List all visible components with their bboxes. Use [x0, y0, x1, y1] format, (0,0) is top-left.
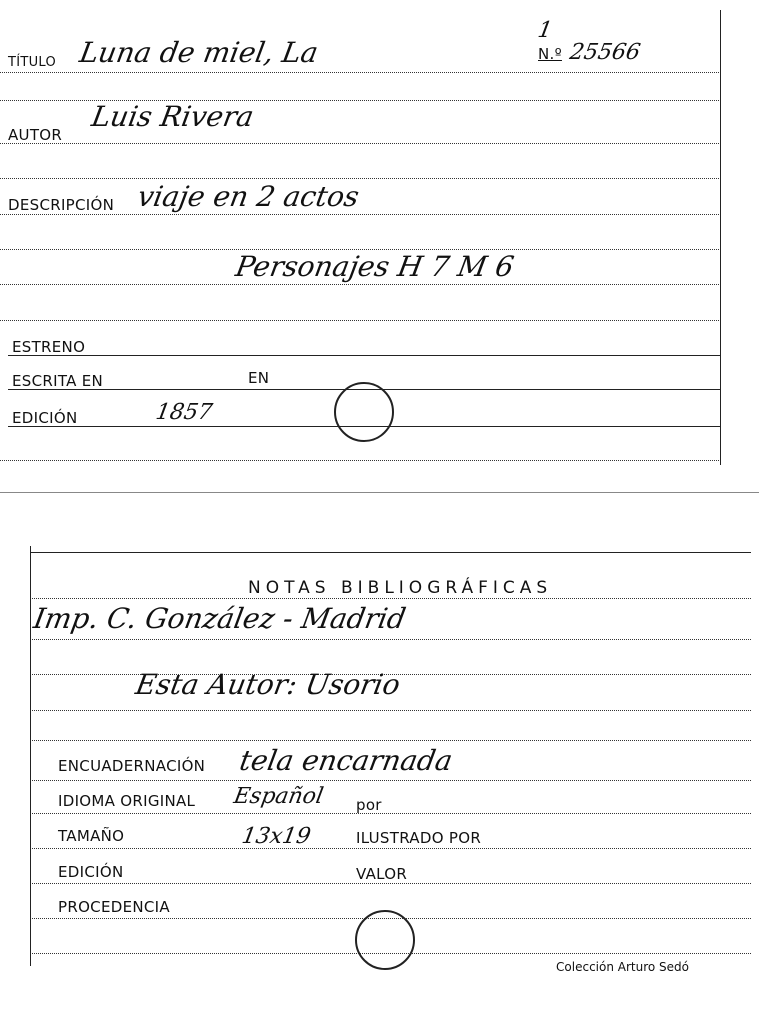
line	[30, 813, 751, 814]
line	[0, 460, 721, 461]
descripcion-value: viaje en 2 actos	[135, 180, 362, 213]
line	[8, 355, 721, 356]
line	[30, 848, 751, 849]
descripcion-label: DESCRIPCIÓN	[8, 196, 115, 214]
line	[30, 780, 751, 781]
scan-divider	[0, 492, 759, 493]
numero-value: 25566	[567, 40, 643, 65]
card-edge	[30, 546, 31, 966]
valor-label: VALOR	[356, 865, 408, 883]
catalog-card-front	[0, 0, 759, 470]
idioma-label: IDIOMA ORIGINAL	[58, 792, 196, 810]
numero-fraction: 1	[535, 18, 555, 43]
punch-hole	[334, 382, 394, 442]
card-edge	[720, 10, 721, 465]
line	[0, 178, 721, 179]
autor-label: AUTOR	[8, 126, 63, 144]
titulo-value: Luna de miel, La	[77, 36, 321, 69]
numero-label: N.º	[538, 45, 562, 63]
punch-hole	[355, 910, 415, 970]
edicion-label: EDICIÓN	[12, 409, 78, 427]
tamano-label: TAMAÑO	[58, 827, 125, 845]
line	[30, 639, 751, 640]
ilustrado-label: ILUSTRADO POR	[356, 829, 482, 847]
edicion-value: 1857	[153, 400, 215, 425]
collection-credit: Colección Arturo Sedó	[556, 960, 689, 974]
procedencia-label: PROCEDENCIA	[58, 898, 170, 916]
line	[30, 710, 751, 711]
por-label: por	[356, 796, 382, 814]
edicion-label: EDICIÓN	[58, 863, 124, 881]
nota-line-2: Esta Autor: Usorio	[133, 668, 403, 701]
tamano-value: 13x19	[239, 824, 313, 849]
encuadernacion-value: tela encarnada	[237, 744, 455, 777]
line	[30, 552, 751, 553]
line	[0, 284, 721, 285]
estreno-label: ESTRENO	[12, 338, 86, 356]
en-label: EN	[248, 369, 270, 387]
line	[30, 598, 751, 599]
escrita-en-label: ESCRITA EN	[12, 372, 104, 390]
personajes-value: Personajes H 7 M 6	[233, 250, 517, 283]
line	[0, 320, 721, 321]
notas-heading: NOTAS BIBLIOGRÁFICAS	[248, 578, 553, 598]
line	[30, 883, 751, 884]
titulo-label: TÍTULO	[8, 55, 57, 70]
idioma-value: Español	[231, 784, 326, 809]
nota-line-1: Imp. C. González - Madrid	[31, 602, 409, 635]
encuadernacion-label: ENCUADERNACIÓN	[58, 757, 206, 775]
line	[0, 143, 721, 144]
autor-value: Luis Rivera	[89, 100, 257, 133]
line	[30, 740, 751, 741]
line	[0, 214, 721, 215]
catalog-card-back	[0, 540, 759, 1010]
line	[0, 72, 721, 73]
